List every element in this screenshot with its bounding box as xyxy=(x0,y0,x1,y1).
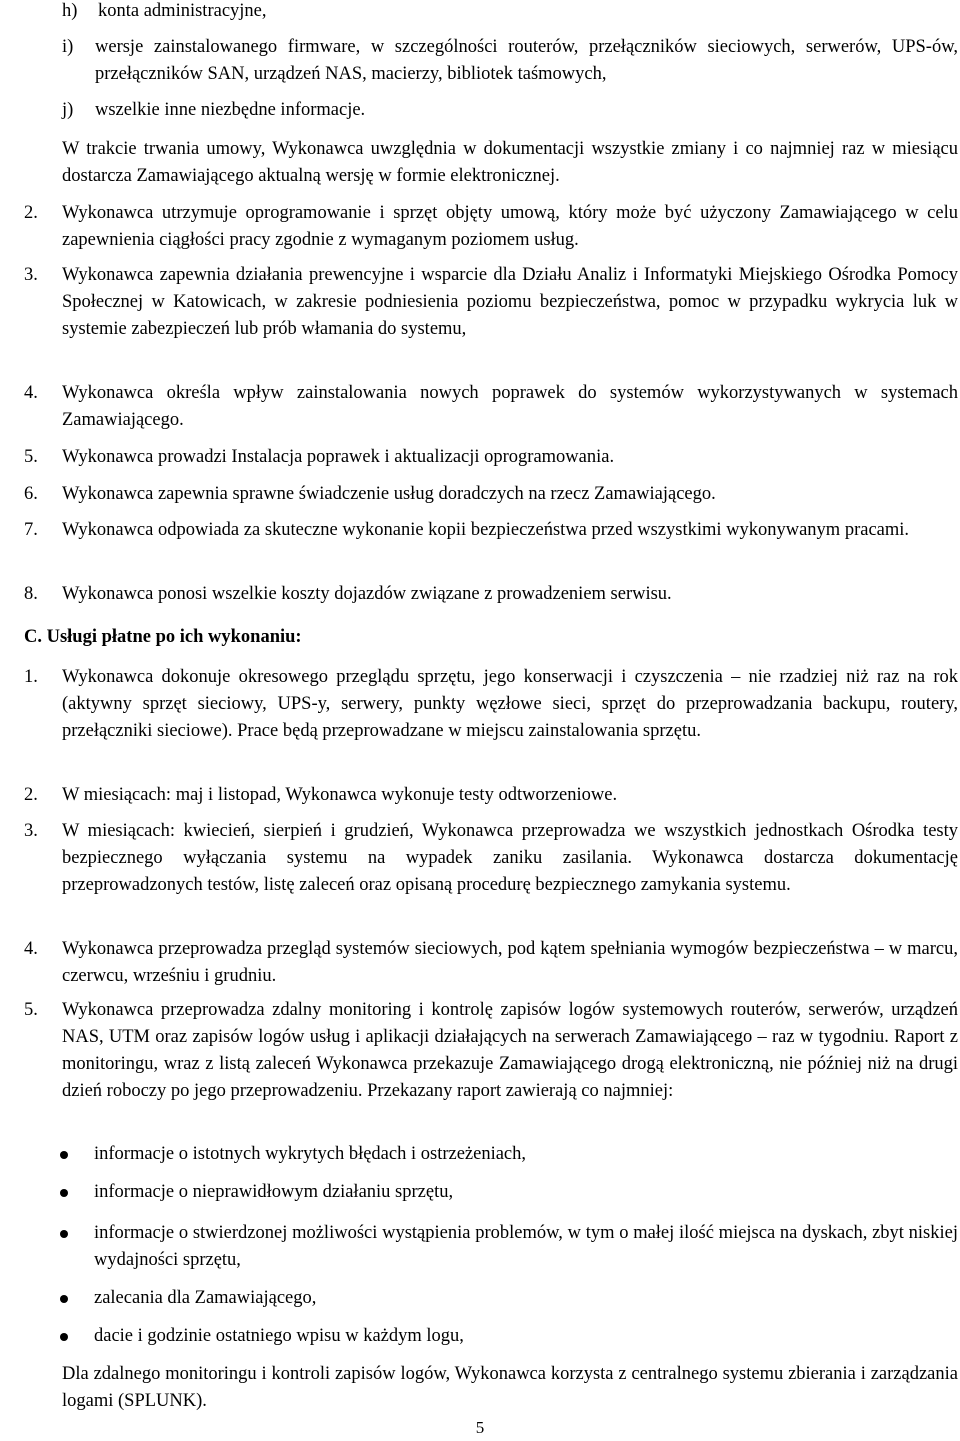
list-item-h xyxy=(62,0,958,25)
update-paragraph: W trakcie trwania umowy, Wykonawca uwzględnia w dokumentacji wszystkie zmiany i co najmniej raz w miesiącu dostarcza Zamawiającego aktualną wersję w formie elektronicznej. xyxy=(62,139,958,186)
item-text: Wykonawca przeprowadza zdalny monitoring i kontrolę zapisów logów systemowych routerów, serwerów, urządzeń NAS, UTM oraz zapisów logów usług i aplikacji działających na serwerach Zamawiającego – raz w tygodniu. Raport z monitoringu, wraz z listą zaleceń Wykonawca przekazuje Zamawiającego drogą elektroniczną, nie później niż na drugi dzień roboczy po jego przeprowadzeniu. Przekazany raport zawierają co najmniej: xyxy=(62,1000,958,1101)
report-bullet-1: informacje o istotnych wykrytych błędach i ostrzeżeniach, xyxy=(94,1144,527,1164)
section-b-item-7 xyxy=(24,517,958,544)
section-b-item-3 xyxy=(24,262,958,343)
bullet-icon xyxy=(60,1189,68,1197)
item-text: Wykonawca odpowiada za skuteczne wykonanie kopii bezpieczeństwa przed wszystkimi wykonywanym pracami. xyxy=(62,520,910,540)
item-number: 3. xyxy=(24,821,38,841)
item-text: Wykonawca prowadzi Instalacja poprawek i aktualizacji oprogramowania. xyxy=(62,447,615,467)
section-c-item-3 xyxy=(24,818,958,899)
list-text: wersje zainstalowanego firmware, w szczególności routerów, przełączników sieciowych, serwerów, UPS-ów, przełączników SAN, urządzeń NAS, macierzy, bibliotek taśmowych, xyxy=(95,37,958,84)
item-number: 2. xyxy=(24,785,38,805)
report-bullet-3: informacje o stwierdzonej możliwości wystąpienia problemów, w tym o małej ilość miejsca na dyskach, zbyt niskiej wydajności sprzętu, xyxy=(94,1223,958,1270)
list-text: konta administracyjne, xyxy=(98,1,267,21)
item-text: Wykonawca ponosi wszelkie koszty dojazdów związane z prowadzeniem serwisu. xyxy=(62,584,672,604)
list-text: wszelkie inne niezbędne informacje. xyxy=(95,100,366,120)
item-number: 5. xyxy=(24,1000,38,1020)
list-marker: i) xyxy=(62,37,74,57)
item-number: 5. xyxy=(24,447,38,467)
report-bullet-2: informacje o nieprawidłowym działaniu sprzętu, xyxy=(94,1182,454,1202)
section-b-item-4 xyxy=(24,380,958,434)
list-item-j xyxy=(62,97,958,124)
list-item-i xyxy=(62,34,958,88)
bullet-icon xyxy=(60,1230,68,1238)
list-marker: h) xyxy=(62,1,78,21)
section-c-item-5 xyxy=(24,997,958,1105)
section-c-item-1 xyxy=(24,664,958,745)
item-text: Wykonawca zapewnia działania prewencyjne i wsparcie dla Działu Analiz i Informatyki Miejskiego Ośrodka Pomocy Społecznej w Katowicach, w zakresie podniesienia poziomu bezpieczeństwa, pomoc w przypadku wykrycia luk w systemie zabezpieczeń lub prób włamania do systemu, xyxy=(62,265,958,339)
section-b-item-6 xyxy=(24,481,958,508)
item-text: Wykonawca dokonuje okresowego przeglądu sprzętu, jego konserwacji i czyszczenia – nie rzadziej niż raz na rok (aktywny sprzęt sieciowy, UPS-y, serwery, punkty węzłowe sieci, sprzęt do przeprowadzania backupu, routery, przełączniki sieciowe). Prace będą przeprowadzane w miejscu zainstalowania sprzętu. xyxy=(62,667,958,741)
report-bullet-4: zalecania dla Zamawiającego, xyxy=(94,1288,317,1308)
bullet-icon xyxy=(60,1151,68,1159)
report-bullet-5: dacie i godzinie ostatniego wpisu w każdym logu, xyxy=(94,1326,464,1346)
item-number: 8. xyxy=(24,584,38,604)
item-number: 7. xyxy=(24,520,38,540)
section-c-heading: C. Usługi płatne po ich wykonaniu: xyxy=(24,627,302,647)
item-text: Wykonawca zapewnia sprawne świadczenie usług doradczych na rzecz Zamawiającego. xyxy=(62,484,716,504)
section-c-item-4 xyxy=(24,936,958,990)
splunk-paragraph: Dla zdalnego monitoringu i kontroli zapisów logów, Wykonawca korzysta z centralnego systemu zbierania i zarządzania logami (SPLUNK). xyxy=(62,1364,958,1411)
item-number: 4. xyxy=(24,383,38,403)
section-c-item-2 xyxy=(24,782,958,809)
section-b-item-2 xyxy=(24,200,958,254)
item-number: 4. xyxy=(24,939,38,959)
bullet-icon xyxy=(60,1333,68,1341)
bullet-icon xyxy=(60,1295,68,1303)
item-number: 1. xyxy=(24,667,38,687)
list-marker: j) xyxy=(62,100,74,120)
item-number: 6. xyxy=(24,484,38,504)
item-text: Wykonawca utrzymuje oprogramowanie i sprzęt objęty umową, który może być użyczony Zamawiającego w celu zapewnienia ciągłości pracy zgodnie z wymaganym poziomem usług. xyxy=(62,203,958,250)
section-b-item-8 xyxy=(24,581,958,608)
item-number: 3. xyxy=(24,265,38,285)
item-text: W miesiącach: maj i listopad, Wykonawca wykonuje testy odtworzeniowe. xyxy=(62,785,618,805)
item-number: 2. xyxy=(24,203,38,223)
section-b-item-5 xyxy=(24,444,958,471)
page-number: 5 xyxy=(475,1418,485,1437)
item-text: W miesiącach: kwiecień, sierpień i grudzień, Wykonawca przeprowadza we wszystkich jednostkach Ośrodka testy bezpiecznego wyłączania systemu na wypadek zaniku zasilania. Wykonawca dostarcza dokumentację przeprowadzonych testów, listę zaleceń oraz opisaną procedurę bezpiecznego zamykania systemu. xyxy=(62,821,958,895)
item-text: Wykonawca określa wpływ zainstalowania nowych poprawek do systemów wykorzystywanych w systemach Zamawiającego. xyxy=(62,383,958,430)
item-text: Wykonawca przeprowadza przegląd systemów sieciowych, pod kątem spełniania wymogów bezpieczeństwa – w marcu, czerwcu, wrześniu i grudniu. xyxy=(62,939,958,986)
